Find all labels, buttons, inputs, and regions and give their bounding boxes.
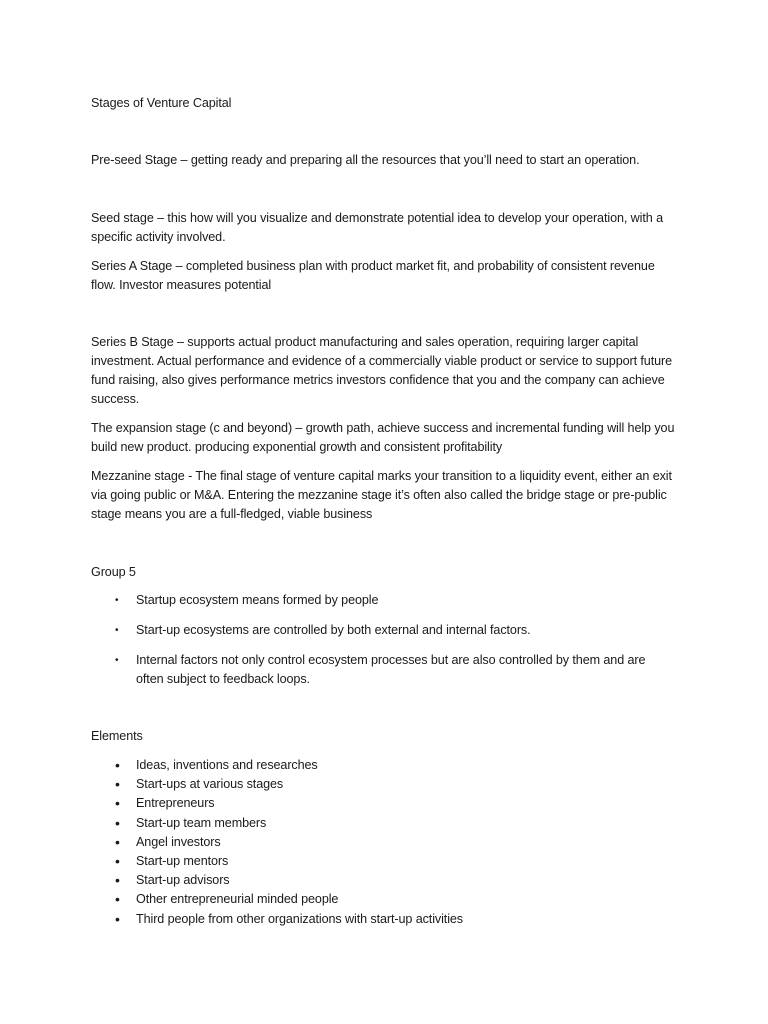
bullet-icon: • <box>115 757 120 773</box>
bullet-icon: • <box>115 795 120 811</box>
list-item-text: Start-up mentors <box>136 854 229 868</box>
list-item-text: Third people from other organizations with start-up activities <box>136 912 463 926</box>
bullet-icon: • <box>115 891 120 907</box>
bullet-icon: • <box>115 595 119 606</box>
bullet-icon: • <box>115 872 120 888</box>
bullet-icon: • <box>115 776 120 792</box>
paragraph-expansion: The expansion stage (c and beyond) – growth path, achieve success and incremental funding will help you build new product. producing exponential growth and consistent profitability <box>91 421 675 454</box>
list-item-text: Other entrepreneurial minded people <box>136 892 339 906</box>
paragraph-mezzanine: Mezzanine stage - The final stage of venture capital marks your transition to a liquidity event, either an exit via going public or M&A. Entering the mezzanine stage it’s often also called the bridge stage or pre-public stage means you are a full-fledged, viable business <box>91 469 672 521</box>
group-heading: Group 5 <box>91 565 136 579</box>
paragraph-series-a: Series A Stage – completed business plan with product market fit, and probability of consistent revenue flow. Investor measures potential <box>91 259 655 292</box>
list-item-text: Startup ecosystem means formed by people <box>136 593 379 607</box>
document-title: Stages of Venture Capital <box>91 96 232 110</box>
bullet-icon: • <box>115 815 120 831</box>
list-item-text: Entrepreneurs <box>136 796 215 810</box>
list-item-text: Start-ups at various stages <box>136 777 284 791</box>
list-item-text: Start-up advisors <box>136 873 230 887</box>
bullet-icon: • <box>115 655 119 666</box>
list-item-text: Start-up ecosystems are controlled by both external and internal factors. <box>136 623 531 637</box>
bullet-icon: • <box>115 911 120 927</box>
bullet-icon: • <box>115 834 120 850</box>
bullet-icon: • <box>115 853 120 869</box>
bullet-icon: • <box>115 625 119 636</box>
elements-heading: Elements <box>91 729 143 743</box>
list-item-text: Internal factors not only control ecosystem processes but are also controlled by them and are often subject to feedback loops. <box>136 653 646 686</box>
list-item-text: Start-up team members <box>136 816 267 830</box>
list-item-text: Angel investors <box>136 835 221 849</box>
paragraph-seed: Seed stage – this how will you visualize and demonstrate potential idea to develop your operation, with a specific activity involved. <box>91 211 663 244</box>
paragraph-series-b: Series B Stage – supports actual product manufacturing and sales operation, requiring larger capital investment. Actual performance and evidence of a commercially viable product or service to support future fund raising, also gives performance metrics investors confidence that you and the company can achieve success. <box>91 335 673 406</box>
list-item-text: Ideas, inventions and researches <box>136 758 318 772</box>
paragraph-preseed: Pre-seed Stage – getting ready and preparing all the resources that you’ll need to start an operation. <box>91 153 640 167</box>
